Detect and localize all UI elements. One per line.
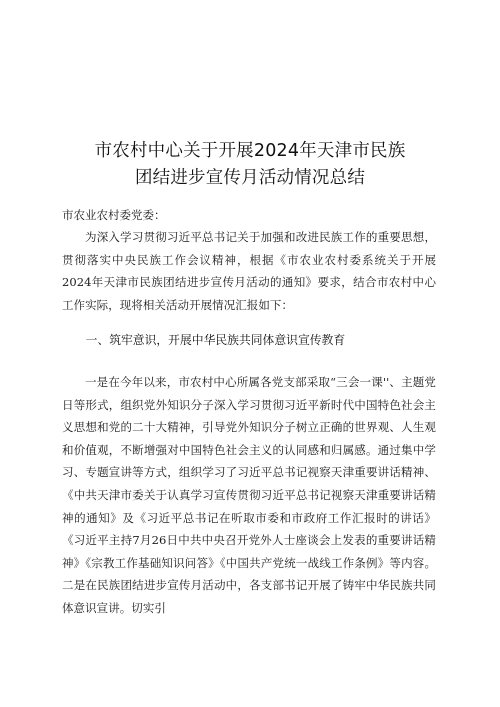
paragraph-section-1: 一是在今年以来，市农村中心所属各党支部采取“三会一课''、主题党日等形式，组织党外知识分子深入学习贯彻习近平新时代中国特色社会主义思想和党的二十大精神，引导党外知识分子树立正确的世界观、人生观和价值观，不断增强对中国特色社会主义的认同感和归属感。通过集中学习、专题宣讲等方式，组织学习了习近平总书记视察天津重要讲话精神、《中共天津市委关于认真学习宣传贯彻习近平总书记视察天津重要讲话精神的通知》及《习近平总书记在听取市委和市政府工作汇报时的讲话》《习近平主持7月26日中共中央召开党外人士座谈会上发表的重要讲话精神》《宗教工作基础知识问答》《中国共产党统一战线工作条例》等内容。二是在民族团结进步宣传月活动中，各支部书记开展了铸牢中华民族共同体意识宣讲。切实引 bbox=[62, 375, 436, 615]
section-heading-1: 一、筑牢意识，开展中华民族共同体意识宣传教育 bbox=[85, 333, 346, 347]
title-line-1: 市农村中心关于开展2024年天津市民族 bbox=[94, 141, 406, 161]
salutation: 市农业农村委党委： bbox=[62, 208, 166, 222]
title-line-2: 团结进步宣传月活动情况总结 bbox=[134, 168, 366, 188]
document-title bbox=[60, 138, 440, 192]
paragraph-intro: 为深入学习贯彻习近平总书记关于加强和改进民族工作的重要思想，贯彻落实中央民族工作会议精神，根据《市农业农村委系统关于开展2024年天津市民族团结进步宣传月活动的通知》要求，结合市农村中心工作实际，现将相关活动开展情况汇报如下： bbox=[62, 230, 436, 312]
